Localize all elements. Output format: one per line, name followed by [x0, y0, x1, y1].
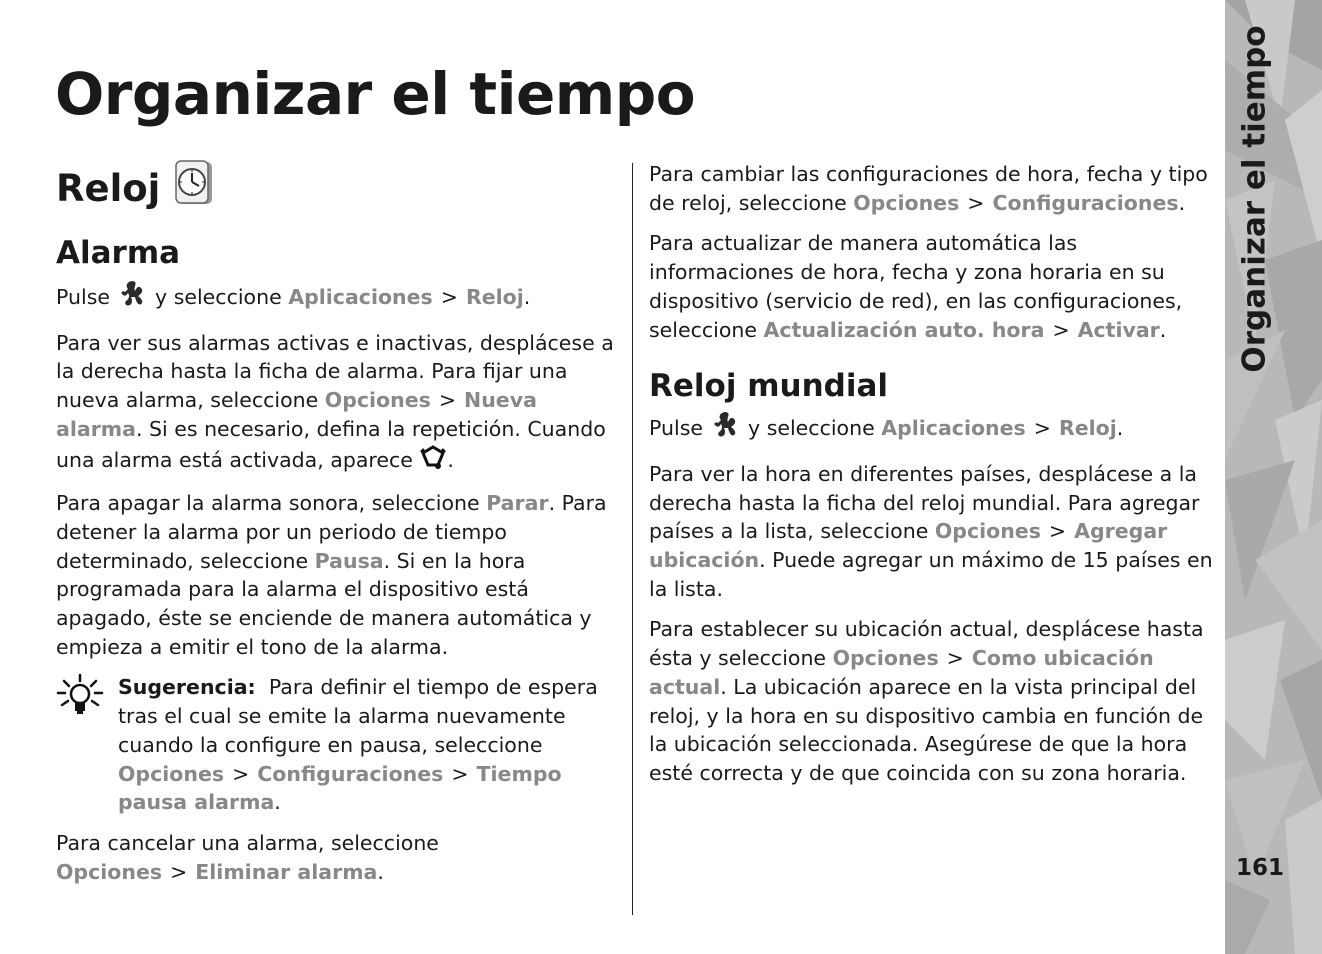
paragraph-auto-update: Para actualizar de manera automática las informaciones de hora, fecha y zona horaria en su dispositivo (servicio de red), en las configuraciones, seleccione Actualización auto. hora > Activar. [649, 231, 1183, 342]
link-opciones[interactable]: Opciones [118, 761, 225, 786]
paragraph-alarms: Para ver sus alarmas activas e inactivas, desplácese a la derecha hasta la ficha de alarma. Para fijar una nueva alarma, seleccione Opciones > Nueva alarma. Si es necesario, defina la repetición. Cuando una alarma está activada, aparece . [56, 329, 622, 478]
link-aplicaciones[interactable]: Aplicaciones [288, 284, 433, 309]
right-column [649, 160, 1217, 800]
link-agregar-ubicacion[interactable]: Agregar ubicación [649, 519, 1168, 573]
link-como-ubicacion-actual[interactable]: Como ubicación actual [649, 646, 1154, 699]
tip-text: Sugerencia: Para definir el tiempo de espera tras el cual se emite la alarma nuevamente cuando la configure en pausa, seleccione Opciones > Configuraciones > Tiempo pausa alarma. [118, 675, 598, 815]
menu-key-icon [117, 279, 149, 317]
link-opciones[interactable]: Opciones [832, 646, 939, 671]
link-aplicaciones[interactable]: Aplicaciones [881, 416, 1026, 441]
link-actualizacion-auto-hora[interactable]: Actualización auto. hora [763, 317, 1045, 342]
column-divider [632, 163, 633, 915]
link-eliminar-alarma[interactable]: Eliminar alarma [195, 859, 378, 884]
text: y seleccione [155, 284, 282, 309]
section-title [56, 160, 622, 217]
tip-lightbulb-icon [56, 673, 104, 817]
paragraph-world-countries: Para ver la hora en diferentes países, desplácese a la derecha hasta la ficha del reloj mundial. Para agregar países a la lista, seleccione Opciones > Agregar ubicación. Puede agregar un máximo de 15 países en la lista. [649, 461, 1213, 601]
paragraph-current-location: Para establecer su ubicación actual, desplácese hasta ésta y seleccione Opciones > Como ubicación actual. La ubicación aparece en la vista principal del reloj, y la hora en su dispositivo cambia en función de la ubicación seleccionada. Asegúrese de que la hora esté correcta y de que coincida con su zona horaria. [649, 617, 1204, 785]
alarm-heading: Alarma [56, 235, 181, 271]
sidebar-title: Organizar el tiempo [1237, 25, 1274, 373]
link-pausa[interactable]: Pausa [314, 548, 384, 573]
paragraph-settings: Para cambiar las configuraciones de hora, fecha y tipo de reloj, seleccione Opciones > Configuraciones. [649, 162, 1208, 215]
separator: > [440, 284, 458, 309]
section-title-text: Reloj [56, 166, 161, 210]
paragraph-press-menu: Pulse y seleccione Aplicaciones > Reloj. [56, 279, 622, 317]
world-clock-heading: Reloj mundial [649, 368, 889, 405]
tip-box [56, 673, 622, 817]
page-number: 161 [1236, 855, 1285, 881]
menu-key-icon [710, 410, 742, 448]
tip-label: Sugerencia: [118, 675, 256, 700]
link-nueva-alarma[interactable]: Nueva alarma [56, 388, 537, 441]
paragraph-cancel-alarm: Para cancelar una alarma, seleccione Opciones > Eliminar alarma. [56, 830, 439, 884]
link-configuraciones[interactable]: Configuraciones [992, 190, 1179, 215]
link-opciones[interactable]: Opciones [324, 388, 431, 413]
paragraph-press-menu-2: Pulse y seleccione Aplicaciones > Reloj. [649, 410, 1217, 448]
link-parar[interactable]: Parar [486, 491, 549, 516]
link-reloj[interactable]: Reloj [1058, 416, 1117, 441]
clock-icon [174, 160, 214, 217]
link-opciones[interactable]: Opciones [56, 859, 163, 884]
link-opciones[interactable]: Opciones [934, 519, 1041, 544]
left-column [56, 160, 622, 898]
alarm-indicator-icon [419, 444, 447, 478]
text: Pulse [56, 284, 110, 309]
page-title: Organizar el tiempo [55, 60, 696, 128]
link-opciones[interactable]: Opciones [853, 190, 960, 215]
link-reloj[interactable]: Reloj [465, 284, 524, 309]
link-configuraciones[interactable]: Configuraciones [257, 761, 444, 786]
paragraph-stop-alarm: Para apagar la alarma sonora, seleccione Parar. Para detener la alarma por un periodo de tiempo determinado, seleccione Pausa. Si en la hora programada para la alarma el dispositivo está apagado, éste se enciende de manera automática y empieza a emitir el tono de la alarma. [56, 491, 607, 659]
link-activar[interactable]: Activar [1077, 317, 1160, 342]
link-tiempo-pausa-alarma[interactable]: Tiempo pausa alarma [118, 761, 562, 815]
